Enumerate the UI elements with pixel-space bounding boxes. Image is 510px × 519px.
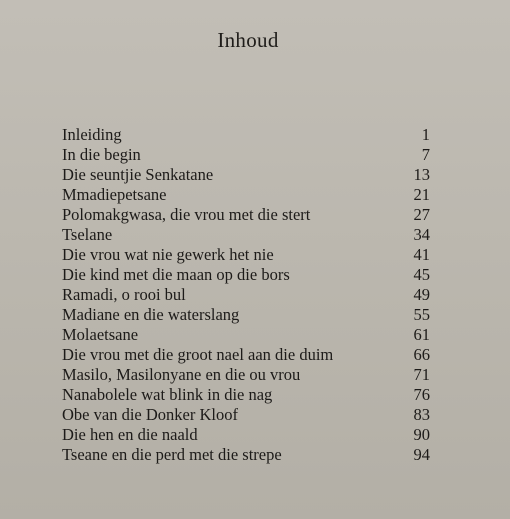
toc-entry-page: 90 [413,425,430,444]
toc-entry-title: Die vrou met die groot nael aan die duim [62,345,334,364]
toc-entry-page: 34 [413,225,430,244]
toc-entry-title: Inleiding [62,125,122,144]
toc-entry-page: 45 [413,265,430,284]
toc-entry-title: Die seuntjie Senkatane [62,165,214,184]
toc-entry-page: 7 [421,145,430,164]
toc-entry-page: 49 [413,285,430,304]
toc-entry [62,145,430,165]
toc-entry [62,285,430,305]
toc-entry [62,165,430,185]
toc-entry-title: Tseane en die perd met die strepe [62,445,282,464]
toc-entry-page: 1 [421,125,430,144]
toc-entry-page: 55 [413,305,430,324]
toc-entry-title: In die begin [62,145,141,164]
toc-entry-title: Mmadiepetsane [62,185,167,204]
toc-entry-title: Die hen en die naald [62,425,198,444]
toc-entry-title: Tselane [62,225,113,244]
toc-entry-title: Ramadi, o rooi bul [62,285,186,304]
toc-entry [62,385,430,405]
toc-entry [62,125,430,145]
toc-entry-page: 76 [413,385,430,404]
toc-entry-title: Masilo, Masilonyane en die ou vrou [62,365,301,384]
toc-entry-page: 41 [413,245,430,264]
toc-entry [62,445,430,465]
toc-entry-page: 66 [413,345,430,364]
toc-entry [62,265,430,285]
toc-entry-page: 94 [413,445,430,464]
toc-entry-title: Obe van die Donker Kloof [62,405,238,424]
toc-entry [62,205,430,225]
table-of-contents [62,125,430,465]
toc-entry-title: Nanabolele wat blink in die nag [62,385,273,404]
toc-entry [62,245,430,265]
toc-entry [62,305,430,325]
toc-entry [62,425,430,445]
page-title: Inhoud [217,28,279,52]
toc-entry-title: Madiane en die waterslang [62,305,240,324]
toc-entry-title: Die kind met die maan op die bors [62,265,290,284]
toc-entry-page: 71 [413,365,430,384]
toc-entry-page: 27 [413,205,430,224]
toc-entry [62,345,430,365]
toc-entry [62,365,430,385]
toc-entry-title: Polomakgwasa, die vrou met die stert [62,205,311,224]
toc-entry [62,185,430,205]
toc-entry [62,225,430,245]
toc-entry-page: 21 [413,185,430,204]
toc-entry-page: 13 [413,165,430,184]
toc-entry [62,325,430,345]
toc-entry-title: Molaetsane [62,325,139,344]
toc-entry-title: Die vrou wat nie gewerk het nie [62,245,274,264]
toc-entry-page: 61 [413,325,430,344]
toc-entry [62,405,430,425]
toc-entry-page: 83 [413,405,430,424]
